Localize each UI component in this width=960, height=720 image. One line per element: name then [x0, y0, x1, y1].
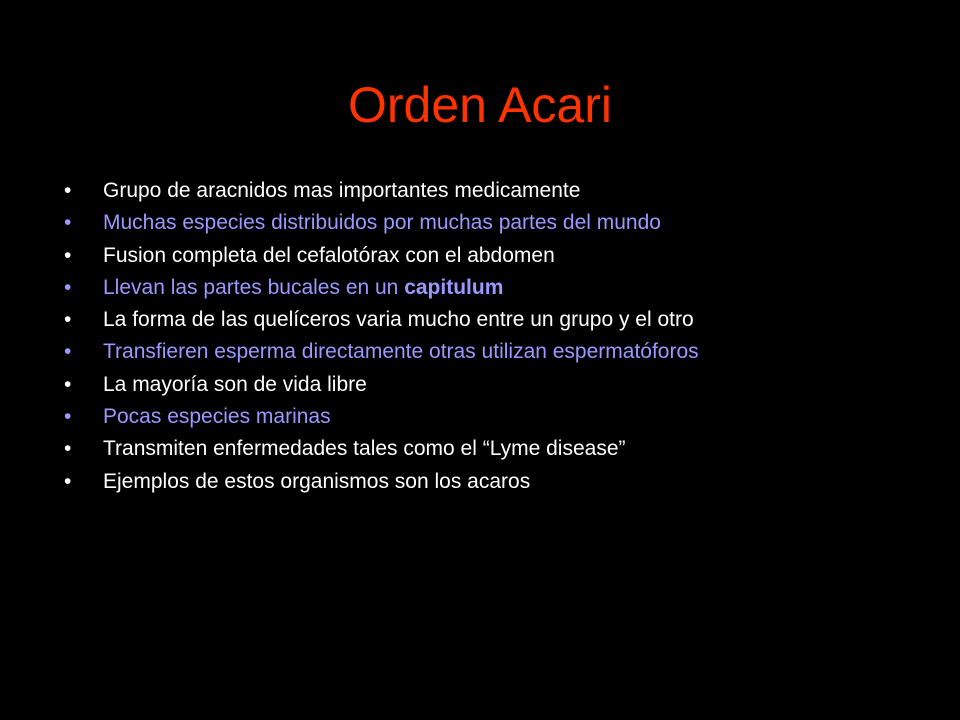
- bullet-text: Pocas especies marinas: [103, 405, 331, 429]
- bullet-list: [64, 175, 924, 498]
- bullet-item: [64, 207, 924, 239]
- bullet-text: Fusion completa del cefalotórax con el abdomen: [103, 243, 555, 267]
- bullet-item: [64, 369, 924, 401]
- bullet-emphasis: capitulum: [404, 275, 504, 299]
- bullet-item: [64, 433, 924, 465]
- bullet-item: [64, 272, 924, 304]
- bullet-dot-icon: •: [64, 179, 72, 202]
- bullet-item: [64, 466, 924, 498]
- bullet-dot-icon: •: [64, 405, 72, 429]
- bullet-dot-icon: •: [64, 340, 72, 364]
- bullet-dot-icon: •: [64, 275, 72, 299]
- bullet-text: La mayoría son de vida libre: [103, 372, 367, 396]
- bullet-text: Transmiten enfermedades tales como el “Lyme disease”: [103, 437, 626, 461]
- bullet-item: [64, 401, 924, 433]
- bullet-dot-icon: •: [64, 211, 72, 235]
- bullet-dot-icon: •: [64, 372, 72, 396]
- bullet-text: Grupo de aracnidos mas importantes medicamente: [103, 179, 581, 202]
- bullet-text: Transfieren esperma directamente otras utilizan espermatóforos: [103, 340, 699, 364]
- bullet-text: Muchas especies distribuidos por muchas partes del mundo: [103, 211, 661, 235]
- bullet-item: [64, 304, 924, 336]
- bullet-dot-icon: •: [64, 243, 72, 267]
- bullet-item: [64, 336, 924, 368]
- bullet-dot-icon: •: [64, 437, 72, 461]
- bullet-item: [64, 240, 924, 272]
- slide-title: Orden Acari: [347, 77, 612, 133]
- bullet-text: La forma de las quelíceros varia mucho entre un grupo y el otro: [103, 308, 694, 332]
- bullet-dot-icon: •: [64, 469, 72, 493]
- bullet-text: Llevan las partes bucales en un: [103, 275, 405, 299]
- bullet-dot-icon: •: [64, 308, 72, 332]
- bullet-text: Ejemplos de estos organismos son los acaros: [103, 469, 531, 493]
- bullet-item: [64, 175, 924, 207]
